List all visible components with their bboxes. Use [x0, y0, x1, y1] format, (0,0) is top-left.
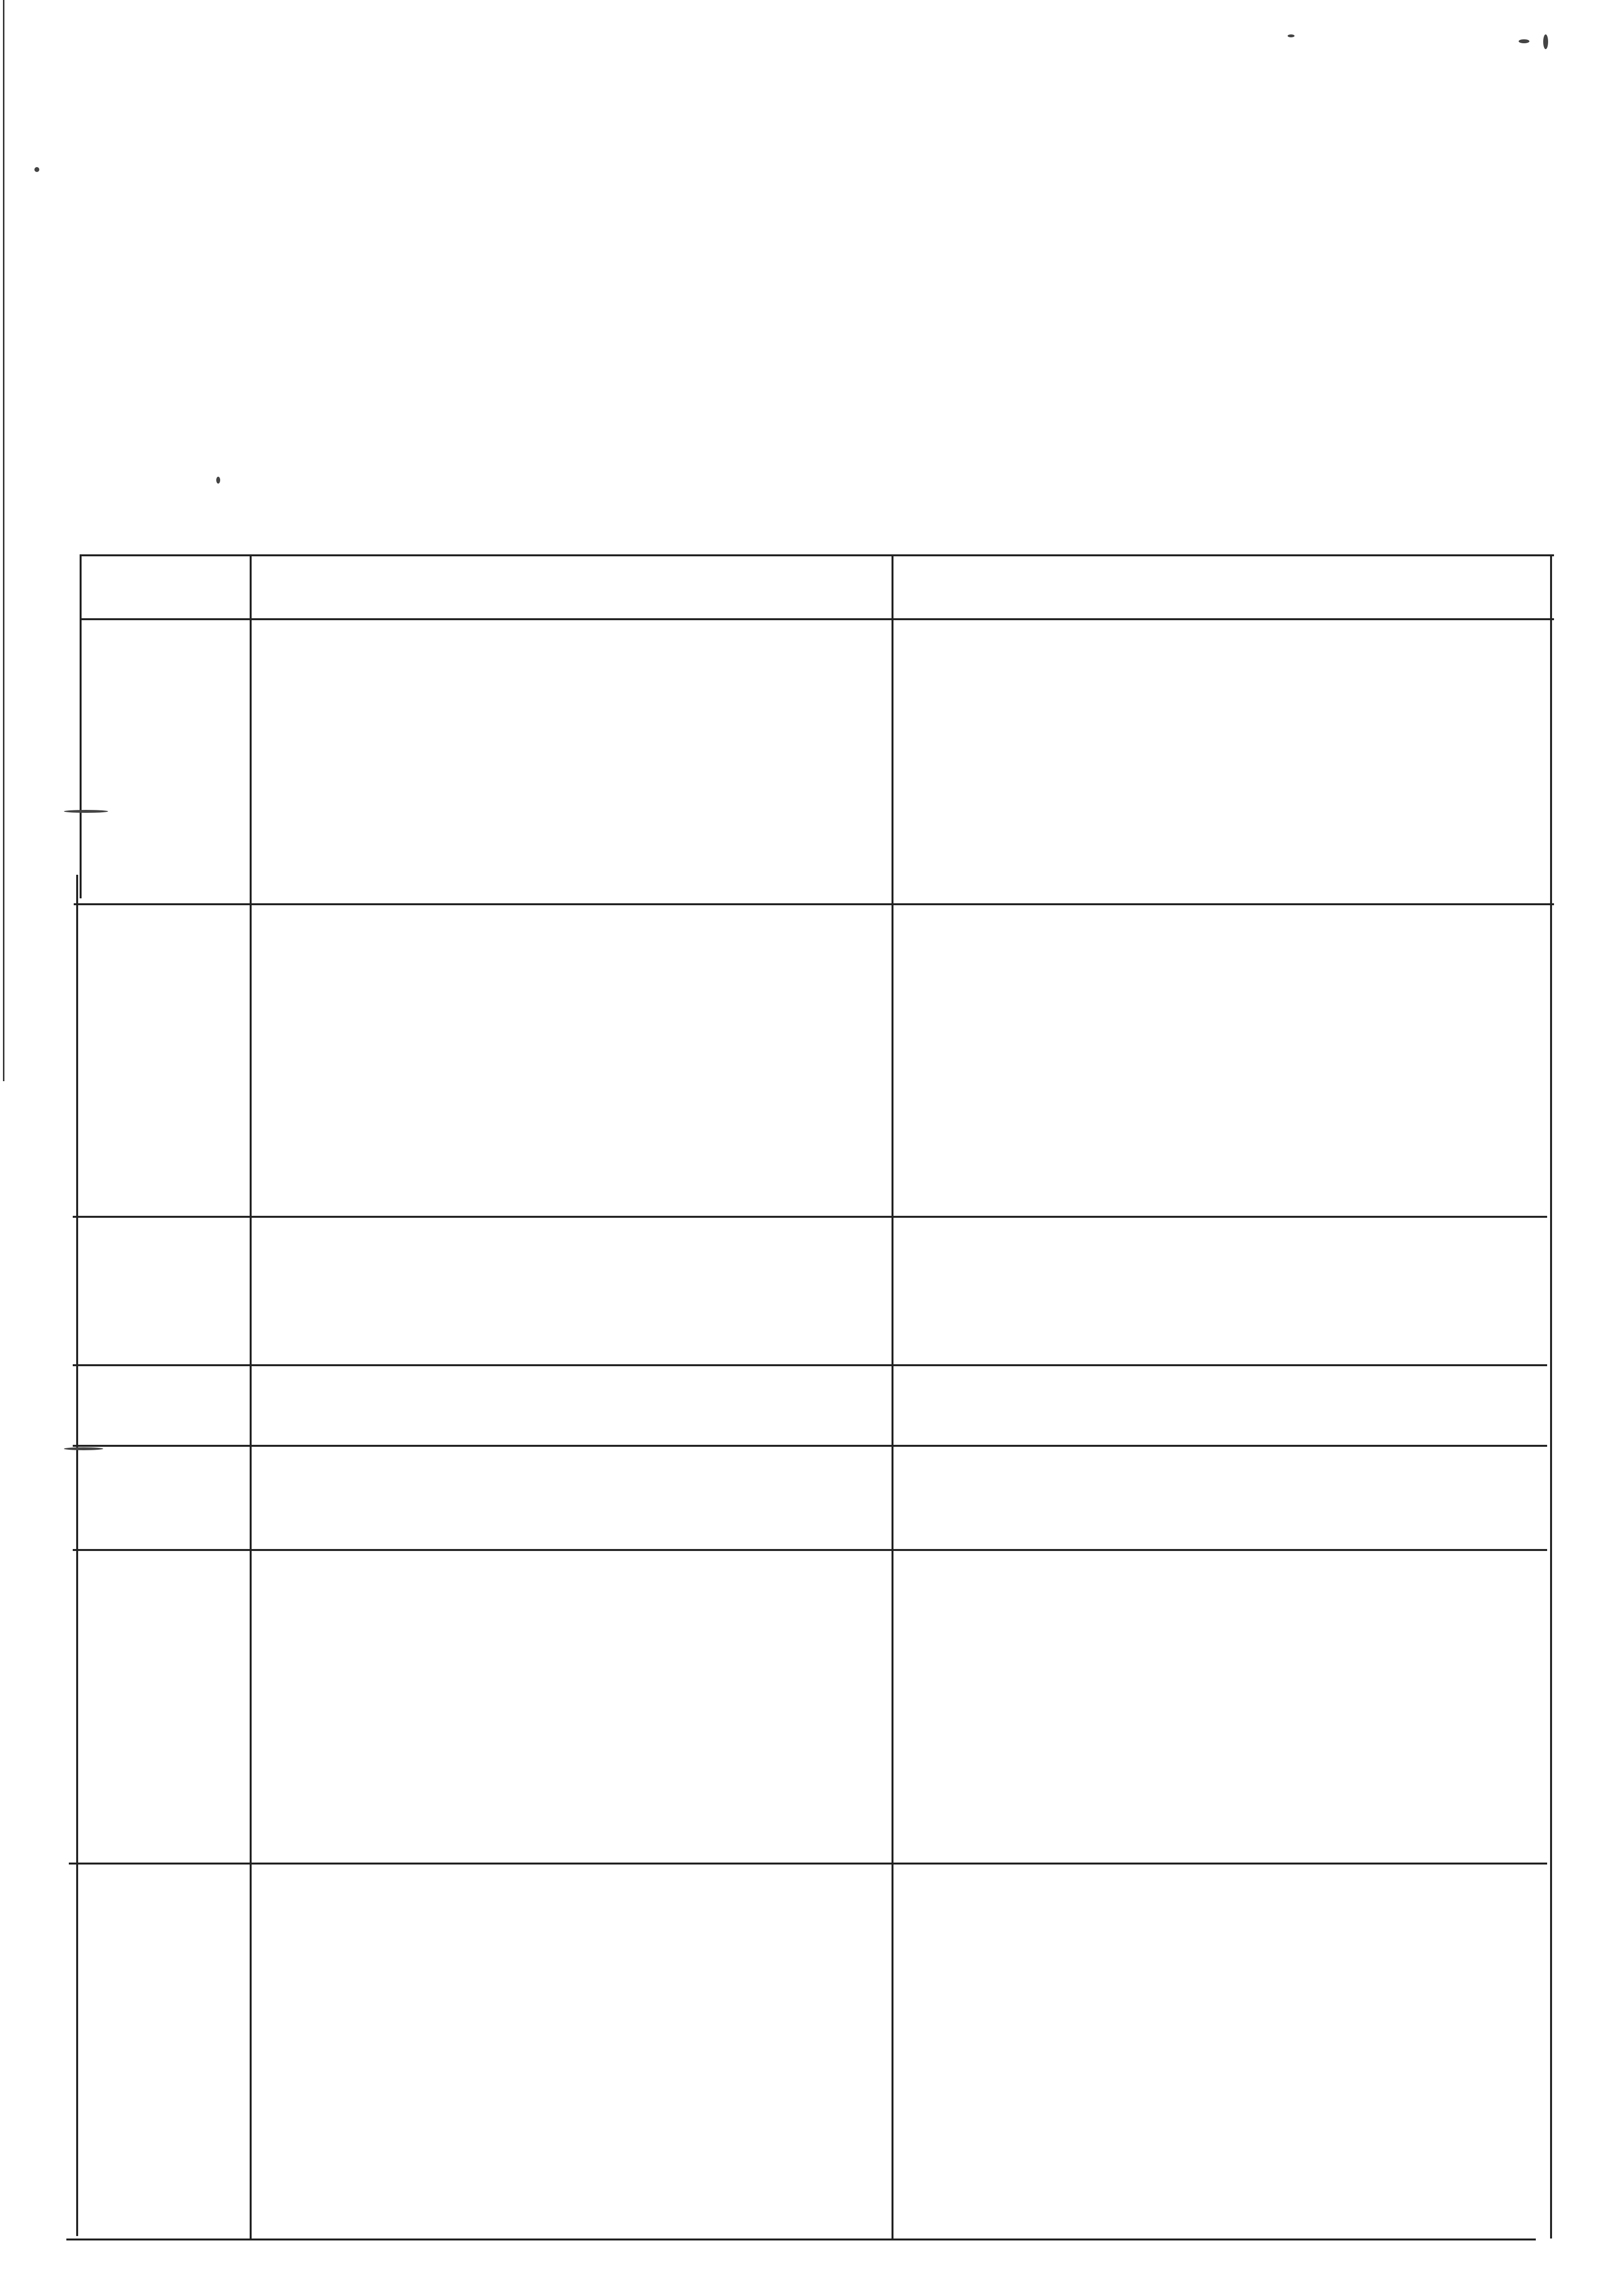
table-rule — [73, 1445, 1547, 1447]
scan-mark — [1543, 34, 1548, 49]
table-rule — [73, 1364, 1547, 1366]
table-rule — [74, 903, 1554, 905]
scan-mark — [64, 810, 108, 813]
scan-mark — [34, 167, 39, 172]
table-rule — [80, 554, 82, 898]
table-rule — [76, 875, 78, 2236]
table-rule — [80, 618, 1554, 620]
margin-rule — [3, 0, 4, 1081]
scan-mark — [1519, 39, 1529, 43]
scan-mark — [64, 1447, 103, 1450]
table-rule — [80, 554, 1554, 556]
table-rule — [250, 554, 252, 2239]
scan-mark — [1288, 34, 1295, 37]
scan-mark — [216, 477, 220, 484]
table-rule — [73, 1216, 1547, 1218]
table-rule — [892, 554, 893, 2239]
table-rule — [1550, 554, 1552, 2239]
table-rule — [73, 1549, 1547, 1551]
table-rule — [69, 1863, 1547, 1865]
table-rule — [66, 2239, 1536, 2240]
